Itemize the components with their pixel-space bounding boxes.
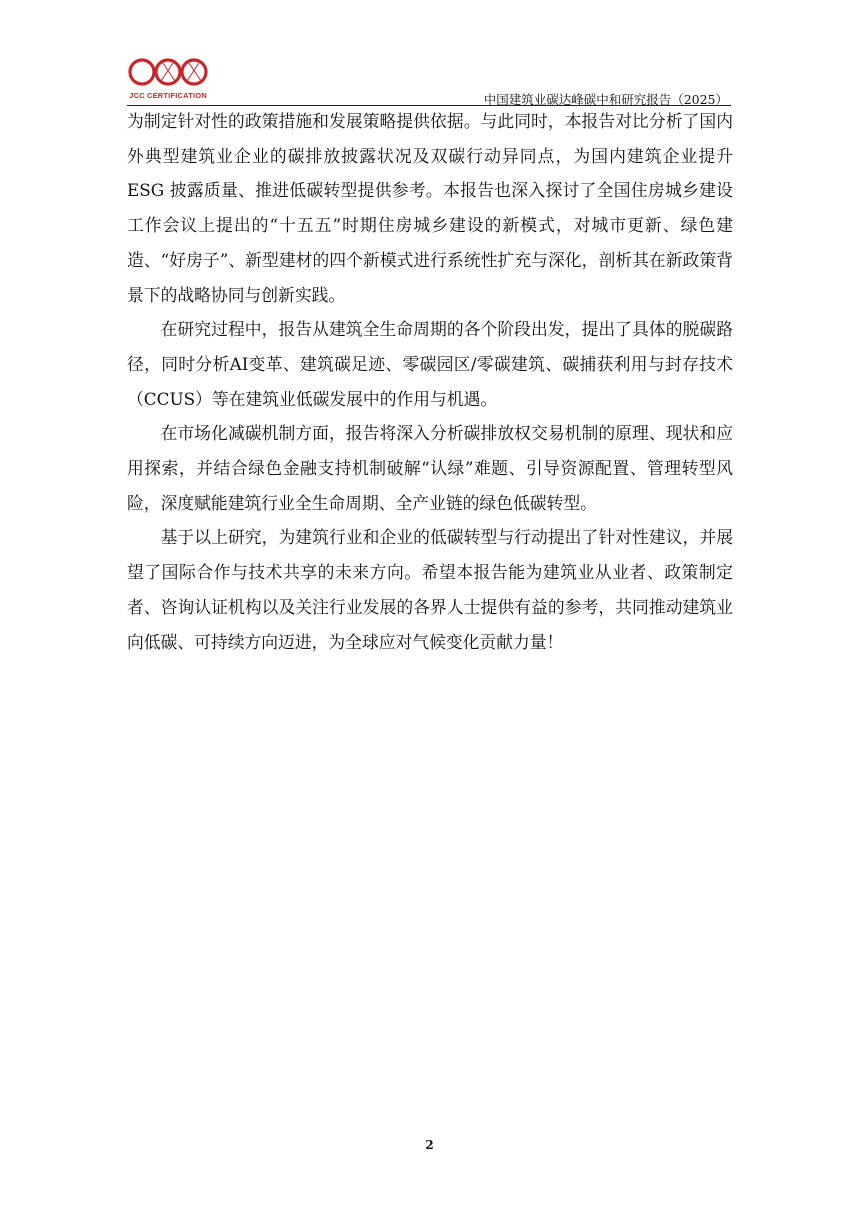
paragraph: 在市场化减碳机制方面，报告将深入分析碳排放权交易机制的原理、现状和应用探索，并结合绿色金融支持机制破解“认绿”难题、引导资源配置、管理转型风险，深度赋能建筑行业全生命周期、全产业链的绿色低碳转型。 [127,423,733,513]
jcc-rings-icon [127,55,209,89]
logo-text: JCC CERTIFICATION [129,91,207,100]
jcc-logo [127,55,209,103]
page-number: 2 [425,1138,434,1152]
paragraph: 在研究过程中，报告从建筑全生命周期的各个阶段出发，提出了具体的脱碳路径，同时分析AI变革、建筑碳足迹、零碳园区/零碳建筑、碳捕获利用与封存技术（CCUS）等在建筑业低碳发展中的作用与机遇。 [127,319,733,409]
running-header-title: 中国建筑业碳达峰碳中和研究报告（2025） [483,92,728,107]
paragraph: 为制定针对性的政策措施和发展策略提供依据。与此同时，本报告对比分析了国内外典型建筑业企业的碳排放披露状况及双碳行动异同点，为国内建筑企业提升 ESG 披露质量、推进低碳转型提供参考。本报告也深入探讨了全国住房城乡建设工作会议上提出的“十五五”时期住房城乡建设的新模式，对城市更新、绿色建造、“好房子”、新型建材的四个新模式进行系统性扩充与深化，剖析其在新政策背景下的战略协同与创新实践。 [127,111,733,305]
body-text [127,104,733,659]
paragraph: 基于以上研究，为建筑行业和企业的低碳转型与行动提出了针对性建议，并展望了国际合作与技术共享的未来方向。希望本报告能为建筑业从业者、政策制定者、咨询认证机构以及关注行业发展的各界人士提供有益的参考，共同推动建筑业向低碳、可持续方向迈进，为全球应对气候变化贡献力量！ [127,527,733,652]
